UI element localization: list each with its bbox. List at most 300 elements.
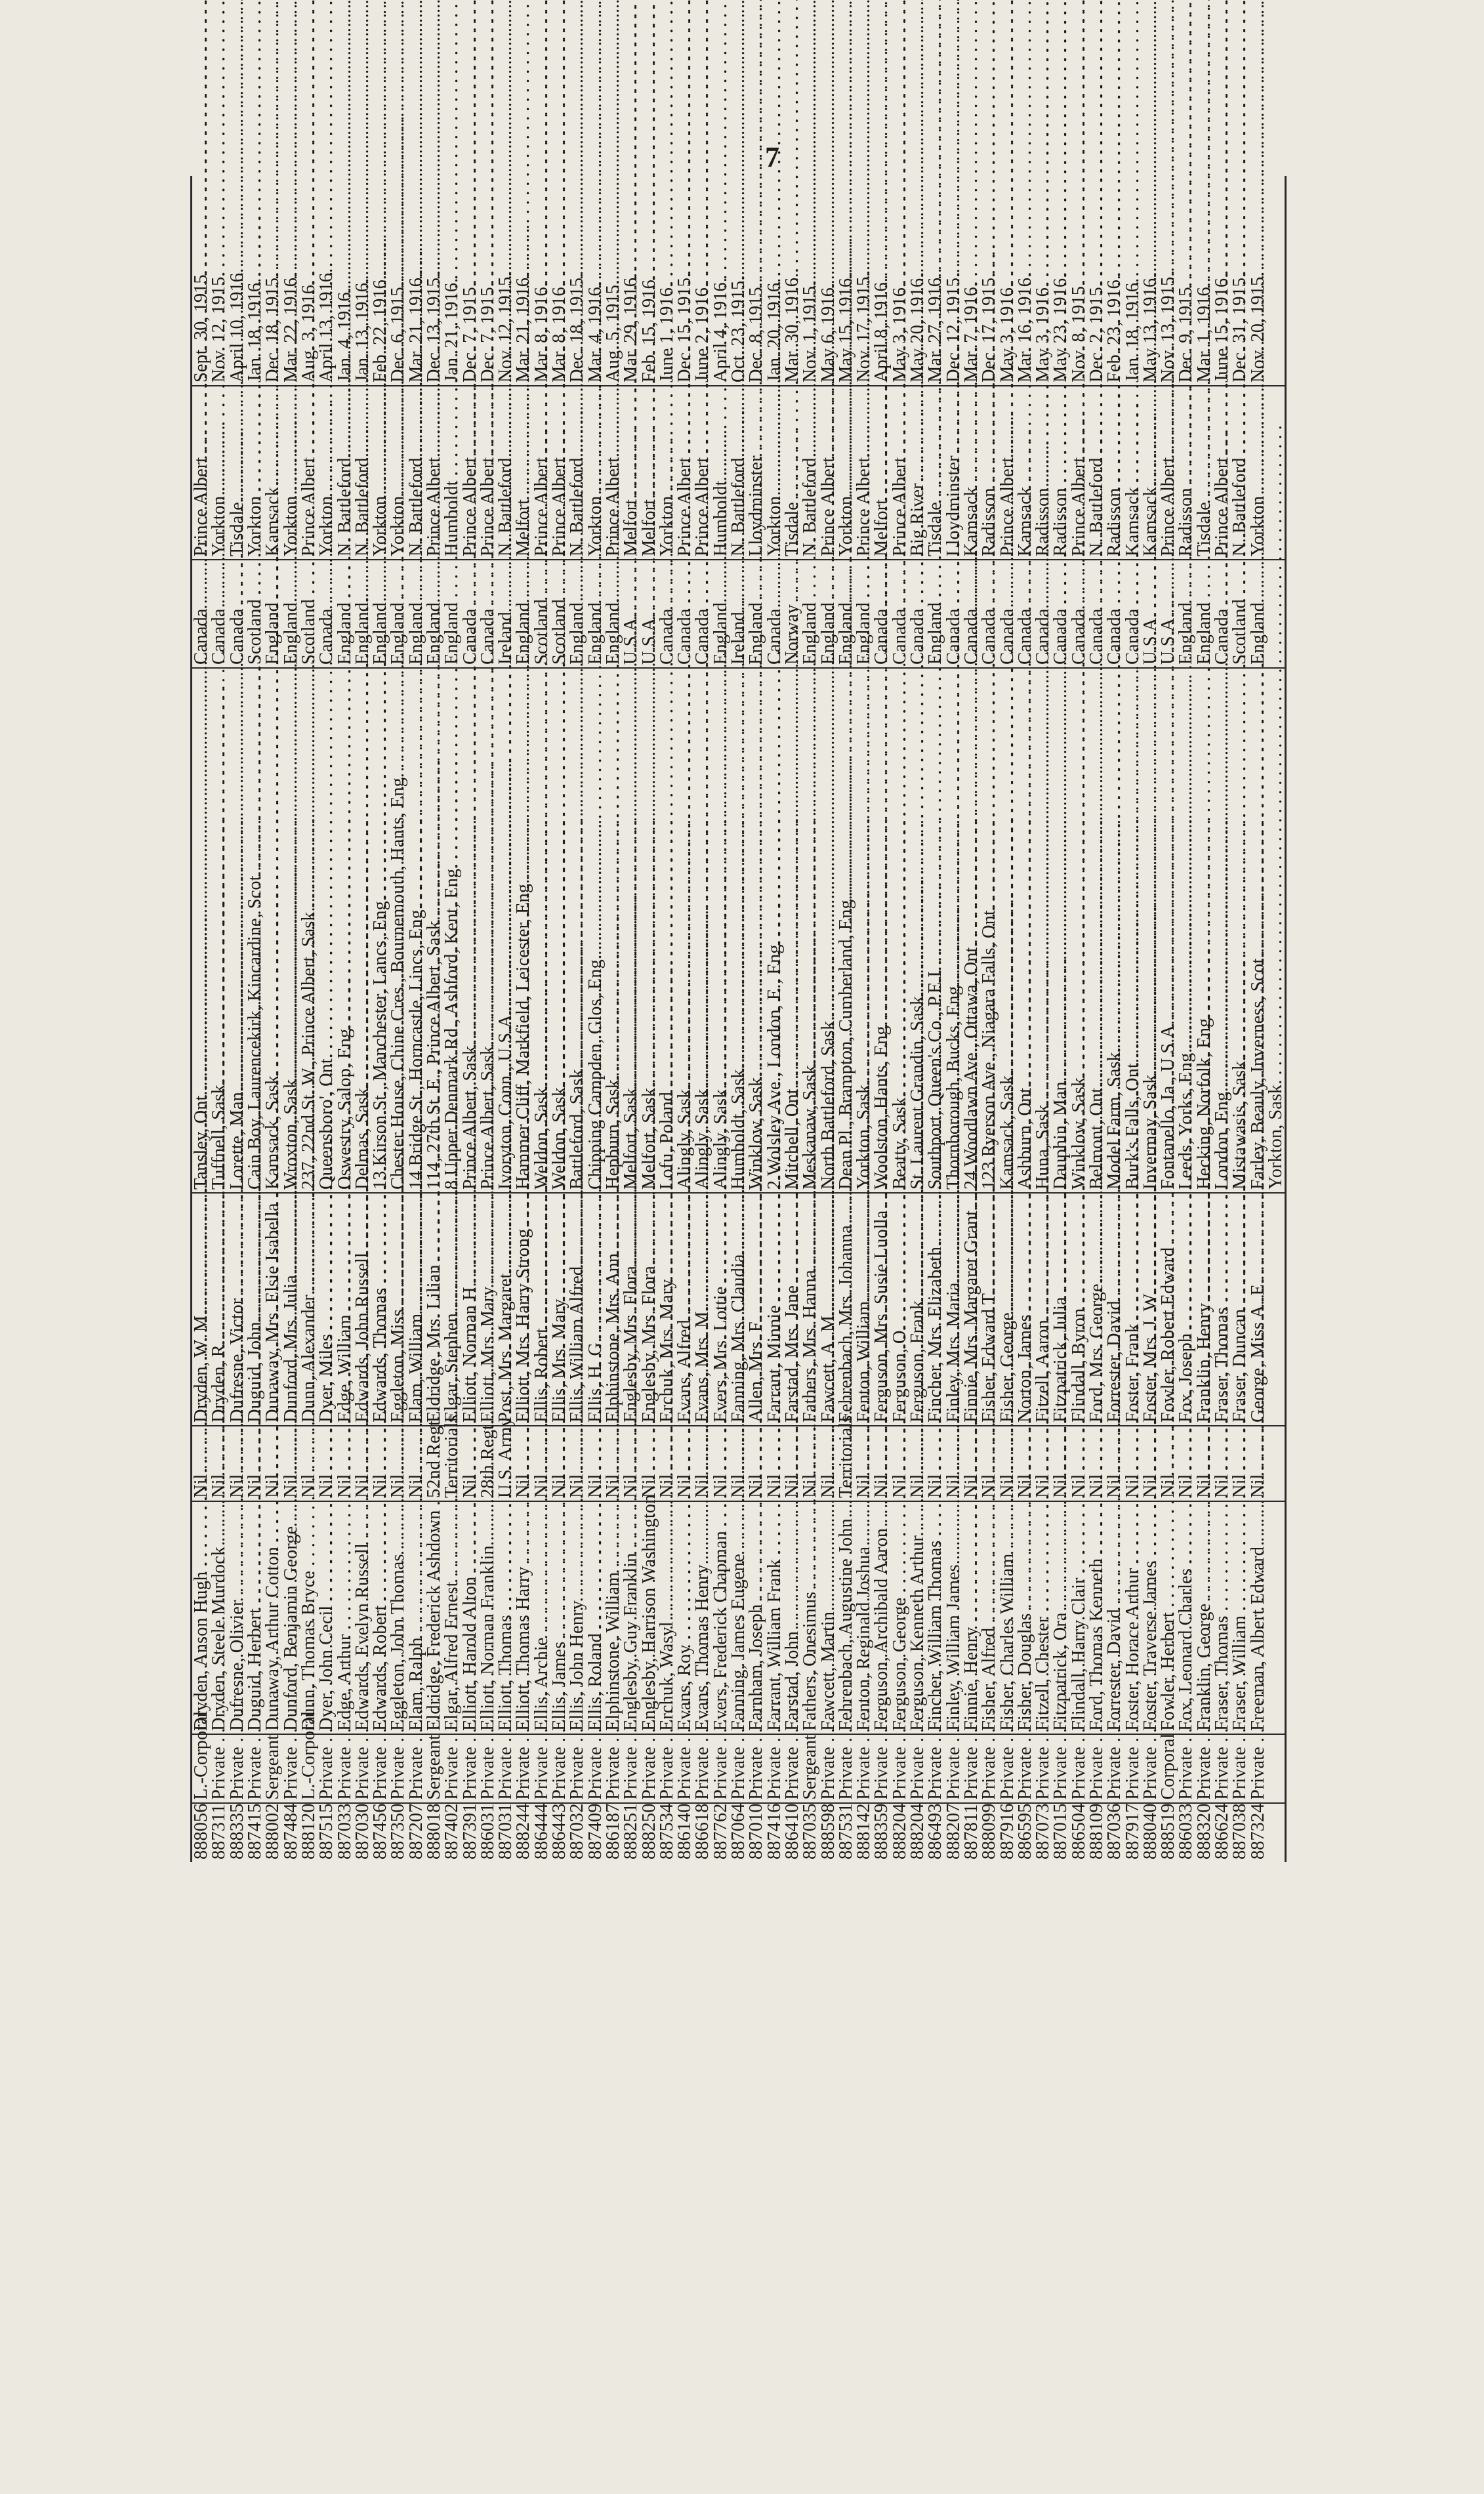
date-of-enlistment: Aug. 5, 1915. <box>602 280 623 383</box>
regimental-number-cell <box>980 1803 998 1862</box>
country-of-birth-cell <box>1088 560 1105 668</box>
former-corps-cell <box>1105 1426 1123 1501</box>
date-of-enlistment: Mar. 7, 1916. <box>960 282 981 383</box>
former-corps: Nil . . . <box>674 820 695 1498</box>
table-row <box>909 176 926 1862</box>
former-corps-cell <box>550 1426 568 1501</box>
country-of-birth-cell <box>693 560 711 668</box>
next-of-kin: Finnie, Mrs. Margaret Grant . . . <box>961 556 981 1423</box>
rank-cell <box>1016 1734 1034 1803</box>
country-of-birth-cell <box>604 560 622 668</box>
name-cell <box>909 1501 926 1734</box>
regimental-number: 886443 <box>549 1803 570 1860</box>
former-corps-cell <box>1213 1426 1231 1501</box>
former-corps: Nil . . . <box>782 820 802 1498</box>
rank-cell <box>533 1734 550 1803</box>
next-of-kin-cell <box>693 1193 711 1426</box>
date-of-enlistment: April 10, 1916. <box>226 268 247 383</box>
rank: Private . . . <box>335 1092 355 1800</box>
address-cell <box>1034 668 1052 1193</box>
next-of-kin: Dyer, Miles . . . <box>316 680 337 1423</box>
date-of-enlistment: May 6, 1916. <box>817 283 838 383</box>
former-corps: Nil . . . <box>1123 820 1143 1498</box>
address: London, Eng. . . . <box>1212 433 1232 1190</box>
place-of-enlistment: Prince Albert . . . <box>549 0 569 556</box>
former-corps-cell <box>819 1426 836 1501</box>
address-cell <box>1231 668 1248 1193</box>
next-of-kin: George, Miss A. E. . . . <box>1248 625 1268 1423</box>
former-corps-cell <box>1231 1426 1248 1501</box>
address-cell <box>837 668 855 1193</box>
former-corps-cell <box>1177 1426 1195 1501</box>
regimental-number: 886624 <box>1212 1803 1233 1860</box>
next-of-kin: Allen, Mrs. F. . . . <box>746 664 766 1423</box>
next-of-kin-cell <box>354 1193 371 1426</box>
former-corps: Nil . . . <box>1033 820 1053 1498</box>
name: Elliott, Thomas Harry . . . <box>513 912 533 1731</box>
next-of-kin: Elphinstone, Mrs. Ann . . . <box>603 598 623 1423</box>
country-of-birth-cell <box>497 560 514 668</box>
name: Fisher, Alfred . . . <box>979 973 999 1731</box>
place-of-enlistment-cell <box>407 386 425 560</box>
regimental-number: 887415 <box>245 1803 266 1860</box>
country-of-birth: England . . . <box>281 0 301 665</box>
address-cell <box>407 668 425 1193</box>
place-of-enlistment-cell <box>693 386 711 560</box>
name: Fincher, William Thomas . . . <box>925 886 945 1731</box>
rank: Private . . . <box>316 1092 337 1800</box>
table-row <box>514 176 532 1862</box>
former-corps-cell <box>1070 1426 1088 1501</box>
address-cell <box>747 668 765 1193</box>
regimental-number: 888519 <box>1158 1803 1179 1860</box>
date-of-enlistment: June 1, 1916. <box>656 283 677 383</box>
former-corps: Nil . . . <box>209 820 229 1498</box>
former-corps: Nil . . . <box>979 820 999 1498</box>
name-cell <box>855 1501 873 1734</box>
next-of-kin-cell <box>766 1193 783 1426</box>
next-of-kin-cell <box>1016 1193 1034 1426</box>
rank: Private . . . <box>245 1092 265 1800</box>
rank-cell <box>497 1734 514 1803</box>
rank: Private . . . <box>370 1092 390 1800</box>
date-of-enlistment: Nov. 13, 1915. <box>1158 272 1179 383</box>
address: Weldon, Sask. . . . <box>531 428 552 1190</box>
country-of-birth: England . . . <box>585 0 606 665</box>
country-of-birth-cell <box>1123 560 1141 668</box>
former-corps-cell <box>658 1426 676 1501</box>
table-row <box>801 176 819 1862</box>
next-of-kin: Fraser, Duncan . . . <box>1229 655 1250 1423</box>
date-of-enlistment: Nov. 20, 1915. <box>1247 272 1268 383</box>
address: 24 Woodlawn Ave., Ottawa, Ont. . . . <box>961 288 981 1190</box>
next-of-kin: Ellis, H. G. . . . <box>585 683 606 1423</box>
place-of-enlistment-cell <box>944 386 962 560</box>
next-of-kin-cell <box>658 1193 676 1426</box>
regimental-number: 887311 <box>209 1804 230 1860</box>
regimental-number: 887402 <box>442 1803 463 1860</box>
address: Cain Boy, Laurencekirk, Kincardine, Scot. . . . <box>245 217 265 1190</box>
page-number: 7 <box>765 141 779 173</box>
rank: Private . . . <box>746 1092 766 1800</box>
former-corps-cell <box>783 1426 801 1501</box>
next-of-kin: Dryden, R. . . . <box>209 686 229 1423</box>
place-of-enlistment-cell <box>640 386 657 560</box>
address-cell <box>1159 668 1177 1193</box>
table-row <box>407 176 425 1862</box>
former-corps-cell <box>1267 1426 1286 1501</box>
place-of-enlistment-cell <box>783 386 801 560</box>
place-of-enlistment-cell <box>1213 386 1231 560</box>
name: Englesby, Guy Franklin . . . <box>621 898 641 1731</box>
next-of-kin: Fisher, Edward T. . . . <box>979 635 999 1423</box>
former-corps: Nil . . . <box>639 820 659 1498</box>
address-cell <box>1142 668 1159 1193</box>
table-row <box>568 176 586 1862</box>
name: Finley, William James . . . <box>943 910 964 1731</box>
former-corps: Nil . . . <box>513 820 533 1498</box>
next-of-kin: Ellis, Robert . . . <box>531 673 552 1423</box>
name: Evans, Thomas Henry . . . <box>692 910 712 1731</box>
regimental-number-cell <box>747 1803 765 1862</box>
place-of-enlistment-cell <box>192 386 211 560</box>
place-of-enlistment-cell <box>1070 386 1088 560</box>
name: Dunn, Thomas Bryce . . . <box>299 916 319 1731</box>
name: Fox, Leonard Charles . . . <box>1176 914 1196 1731</box>
address: Delmas, Sask. . . . <box>352 428 373 1190</box>
regimental-number-cell <box>1142 1803 1159 1862</box>
rank-cell <box>712 1734 730 1803</box>
name-cell <box>891 1501 909 1734</box>
next-of-kin-cell <box>407 1193 425 1426</box>
regimental-number-cell <box>909 1803 926 1862</box>
place-of-enlistment: N. Battleford . . . <box>495 0 516 556</box>
place-of-enlistment-cell <box>766 386 783 560</box>
name: Fraser, Thomas . . . <box>1212 961 1232 1731</box>
name-cell <box>998 1501 1016 1734</box>
next-of-kin-cell <box>819 1193 836 1426</box>
address-cell <box>658 668 676 1193</box>
country-of-birth-cell <box>550 560 568 668</box>
name: Finnie, Henry . . . <box>961 972 981 1731</box>
rank: Private . . . <box>890 1092 910 1800</box>
former-corps: Nil . . . <box>997 820 1018 1498</box>
address-cell <box>550 668 568 1193</box>
regimental-number: 888109 <box>1086 1803 1107 1860</box>
former-corps-cell <box>1195 1426 1213 1501</box>
rank-cell <box>658 1734 676 1803</box>
address: Hecking, Norfolk, Eng. . . . <box>1194 359 1214 1190</box>
address: Queensboro', Ont. . . . <box>316 400 337 1190</box>
next-of-kin: Ellis, Mrs. Mary . . . <box>549 644 569 1423</box>
table-row <box>747 176 765 1862</box>
former-corps-cell <box>587 1426 604 1501</box>
address: Yorkton, Sask. . . . <box>854 425 874 1190</box>
place-of-enlistment-cell <box>1016 386 1034 560</box>
former-corps-cell <box>944 1426 962 1501</box>
country-of-birth: Scotland . . . <box>531 0 552 665</box>
date-of-enlistment: Dec. 31, 1915. <box>1229 272 1250 383</box>
country-of-birth-cell <box>640 560 657 668</box>
former-corps: Nil . . . <box>764 820 785 1498</box>
rank-cell <box>1249 1734 1267 1803</box>
address: Alingly, Sask. . . . <box>674 430 695 1190</box>
country-of-birth-cell <box>837 560 855 668</box>
former-corps-cell <box>604 1426 622 1501</box>
regimental-number-cell <box>1088 1803 1105 1862</box>
next-of-kin-cell <box>855 1193 873 1426</box>
regimental-number: 887916 <box>997 1803 1018 1860</box>
date-of-enlistment: Dec. 13, 1915. <box>424 272 444 383</box>
name: Ferguson, George . . . <box>890 943 910 1731</box>
regimental-number: 887038 <box>1229 1803 1250 1860</box>
name: Eggleton, John Thomas . . . <box>388 900 408 1731</box>
date-of-enlistment: April 13, 1916. <box>316 268 337 383</box>
next-of-kin-cell <box>622 1193 640 1426</box>
country-of-birth-cell <box>264 560 281 668</box>
table-row <box>926 176 944 1862</box>
former-corps: Nil . . . <box>1104 820 1124 1498</box>
rank: Sergeant . . . <box>800 1080 820 1800</box>
address-cell <box>1052 668 1069 1193</box>
date-of-enlistment: May 13, 1916. <box>1140 273 1161 383</box>
date-of-enlistment: May 3, 1916. <box>1033 283 1054 383</box>
place-of-enlistment-cell <box>1177 386 1195 560</box>
place-of-enlistment: Melfort . . . <box>621 0 641 556</box>
country-of-birth-cell <box>246 560 264 668</box>
name-cell <box>783 1501 801 1734</box>
next-of-kin: Fraser, Thomas . . . <box>1212 653 1232 1423</box>
regimental-number: 886140 <box>674 1803 695 1860</box>
table-row <box>1249 176 1267 1862</box>
place-of-enlistment-cell <box>980 386 998 560</box>
regimental-number: 887031 <box>495 1803 516 1860</box>
regimental-number: 888244 <box>513 1803 534 1860</box>
regimental-number-cell <box>1249 1803 1267 1862</box>
regimental-number-cell <box>550 1803 568 1862</box>
rank-cell <box>1177 1734 1195 1803</box>
regimental-number-cell <box>962 1803 980 1862</box>
place-of-enlistment-cell <box>730 386 747 560</box>
former-corps-cell <box>980 1426 998 1501</box>
place-of-enlistment-cell <box>1105 386 1123 560</box>
date-of-enlistment: Dec. 17, 1915. <box>979 272 1000 383</box>
date-of-enlistment: Mar. 1, 1916. <box>1193 282 1214 383</box>
place-of-enlistment-cell <box>425 386 443 560</box>
next-of-kin-cell <box>1070 1193 1088 1426</box>
place-of-enlistment: Tisdale . . . <box>1194 0 1214 556</box>
rank-cell <box>461 1734 478 1803</box>
address-cell <box>873 668 890 1193</box>
rank-cell <box>335 1734 353 1803</box>
date-of-enlistment: Nov. 12, 1915. <box>495 272 516 383</box>
country-of-birth-cell <box>1177 560 1195 668</box>
place-of-enlistment: Radisson . . . <box>1104 0 1124 556</box>
country-of-birth-cell <box>461 560 478 668</box>
name: Evans, Roy . . . <box>674 990 695 1731</box>
address-cell <box>461 668 478 1193</box>
place-of-enlistment: Radisson . . . <box>1050 0 1071 556</box>
next-of-kin-cell <box>944 1193 962 1426</box>
date-of-enlistment: Mar. 30, 1916. <box>781 272 802 383</box>
place-of-enlistment: Yorkton . . . <box>764 0 785 556</box>
rank: Private . . . <box>531 1092 552 1800</box>
table-row <box>640 176 657 1862</box>
address: Wroxton, Sask. . . . <box>281 420 301 1190</box>
date-of-enlistment: Nov. 12, 1915. <box>209 272 230 383</box>
address-cell <box>300 668 318 1193</box>
place-of-enlistment: Prince Albert . . . <box>1212 0 1232 556</box>
country-of-birth: England . . . <box>424 0 444 665</box>
next-of-kin-cell <box>300 1193 318 1426</box>
rank: Private . . . <box>961 1092 981 1800</box>
place-of-enlistment: Humboldt . . . <box>711 0 731 556</box>
next-of-kin-cell <box>640 1193 657 1426</box>
regimental-number: 887350 <box>388 1803 409 1860</box>
next-of-kin: Fincher, Mrs. Elizabeth . . . <box>925 592 945 1423</box>
address-cell <box>1177 668 1195 1193</box>
name: Dyer, John Cecil . . . <box>316 951 337 1731</box>
rank-cell <box>693 1734 711 1803</box>
former-corps-cell <box>514 1426 532 1501</box>
country-of-birth-cell <box>730 560 747 668</box>
place-of-enlistment-cell <box>210 386 228 560</box>
country-of-birth: Canada . . . <box>209 0 229 665</box>
regimental-number-cell <box>568 1803 586 1862</box>
rank: Private . . . <box>997 1092 1018 1800</box>
place-of-enlistment-cell <box>1195 386 1213 560</box>
country-of-birth-cell <box>747 560 765 668</box>
next-of-kin: Farrant, Minnie . . . <box>764 651 785 1423</box>
regimental-number: 887324 <box>1247 1803 1268 1860</box>
table-row <box>1123 176 1141 1862</box>
table-row <box>389 176 407 1862</box>
name-cell <box>1105 1501 1123 1734</box>
address: Prince Albert, Sask. . . . <box>460 386 480 1190</box>
rank: Private . . . <box>227 1092 247 1800</box>
next-of-kin-cell <box>389 1193 407 1426</box>
place-of-enlistment: Kamsack . . . <box>1123 0 1143 556</box>
place-of-enlistment-cell <box>1159 386 1177 560</box>
regimental-number: 887391 <box>459 1803 480 1860</box>
table-row <box>550 176 568 1862</box>
country-of-birth-cell <box>962 560 980 668</box>
former-corps: Nil . . . <box>692 820 712 1498</box>
rank-cell <box>855 1734 873 1803</box>
next-of-kin: Englesby, Mrs. Flora . . . <box>621 612 641 1423</box>
next-of-kin: Elliott, Mrs. Harry Strong . . . <box>513 574 533 1423</box>
name: Fowler, Herbert . . . <box>1158 958 1178 1731</box>
name-cell <box>926 1501 944 1734</box>
name: Foster, Traverse James . . . <box>1140 906 1161 1731</box>
name-cell <box>730 1501 747 1734</box>
regimental-number: 886444 <box>531 1803 552 1860</box>
next-of-kin-cell <box>1177 1193 1195 1426</box>
regimental-number-cell <box>497 1803 514 1862</box>
rank-cell <box>980 1734 998 1803</box>
rank: Private . . . <box>281 1092 301 1800</box>
former-corps-cell <box>495 1417 516 1501</box>
former-corps: Nil . . . <box>1248 820 1268 1498</box>
name: Edge, Arthur . . . <box>335 980 355 1731</box>
regimental-number: 888056 <box>191 1803 212 1860</box>
former-corps-cell <box>693 1426 711 1501</box>
address: 114, 27th St. E., Prince Albert, Sask. . . . <box>424 262 444 1190</box>
place-of-enlistment-cell <box>962 386 980 560</box>
rank: Private . . . <box>603 1092 623 1800</box>
name-cell <box>819 1501 836 1734</box>
rank: Private . . . <box>943 1092 964 1800</box>
former-corps: Nil . . . <box>871 820 892 1498</box>
regimental-number-cell <box>443 1803 461 1862</box>
address: Farley, Beauly, Inverness, Scot. . . . <box>1248 299 1268 1190</box>
date-of-enlistment: Mar. 16, 1916. <box>1014 272 1035 383</box>
table-row <box>998 176 1016 1862</box>
next-of-kin: Edwards, John Russell . . . <box>352 598 373 1423</box>
next-of-kin: Ford, Mrs. George . . . <box>1086 629 1107 1423</box>
rank: Private . . . <box>925 1092 945 1800</box>
date-of-enlistment: Dec. 2, 1915. <box>1086 282 1107 383</box>
regimental-number-cell <box>712 1803 730 1862</box>
regimental-number: 886410 <box>781 1803 802 1860</box>
date-of-enlistment: Mar. 8, 1916. <box>549 282 570 383</box>
former-corps: Nil . . . <box>657 820 677 1498</box>
table-row <box>1105 176 1123 1862</box>
address: St. Laurent Grandin, Sask. . . . <box>907 337 928 1190</box>
name-cell <box>192 1501 211 1734</box>
rank-cell <box>228 1734 246 1803</box>
former-corps: Nil . . . <box>567 820 587 1498</box>
place-of-enlistment-cell <box>604 386 622 560</box>
place-of-enlistment: Big River . . . <box>907 0 928 556</box>
country-of-birth: England . . . <box>335 0 355 665</box>
table-row <box>1267 176 1286 1862</box>
next-of-kin-cell <box>425 1193 443 1426</box>
next-of-kin-cell <box>747 1193 765 1426</box>
name: Franklin, George . . . <box>1194 949 1214 1731</box>
name: Evers, Frederick Chapman . . . <box>711 877 731 1731</box>
next-of-kin: Ferguson, Frank . . . <box>907 646 928 1423</box>
former-corps-cell <box>622 1426 640 1501</box>
table-row <box>962 176 980 1862</box>
country-of-birth-cell <box>533 560 550 668</box>
name-cell <box>1088 1501 1105 1734</box>
rank-cell <box>1070 1734 1088 1803</box>
rank: Private . . . <box>388 1092 408 1800</box>
date-of-enlistment: Nov. 8, 1915. <box>1068 281 1089 383</box>
address-cell <box>640 668 657 1193</box>
country-of-birth-cell <box>210 560 228 668</box>
country-of-birth-cell <box>479 560 497 668</box>
former-corps: Nil . . . <box>603 820 623 1498</box>
regimental-number-cell <box>533 1803 550 1862</box>
country-of-birth-cell <box>281 560 299 668</box>
date-of-enlistment: Jan. 21, 1916. <box>442 278 463 383</box>
next-of-kin-cell <box>980 1193 998 1426</box>
place-of-enlistment: Radisson . . . <box>979 0 999 556</box>
next-of-kin: Elgar, Stephen . . . <box>442 659 462 1423</box>
address: Model Farm, Sask. . . . <box>1104 393 1124 1190</box>
date-of-enlistment: Aug. 3, 1916. <box>298 280 319 383</box>
next-of-kin: Elliott, Mrs. Mary . . . <box>478 632 498 1423</box>
name: Dryden, Anson Hugh . . . <box>191 917 211 1731</box>
regimental-number: 888251 <box>621 1803 642 1860</box>
date-of-enlistment: Dec. 18, 1915. <box>262 272 283 383</box>
regimental-number-cell <box>192 1803 211 1862</box>
table-row <box>712 176 730 1862</box>
former-corps-cell <box>1016 1426 1034 1501</box>
regimental-number: 887036 <box>1104 1803 1125 1860</box>
